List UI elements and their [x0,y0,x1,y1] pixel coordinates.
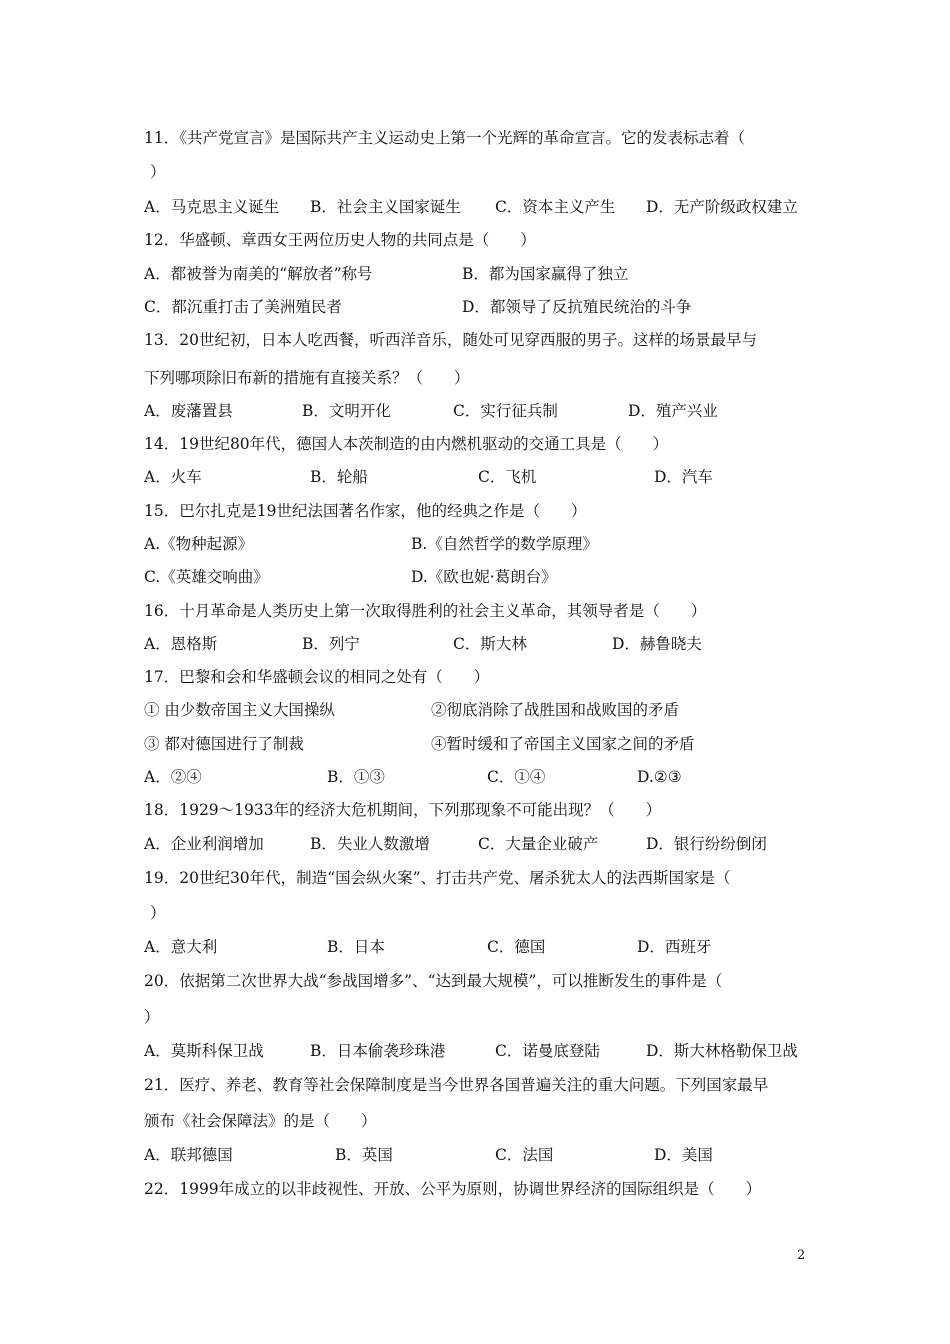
question-17-option-a: A．②④ [144,768,202,786]
question-17-statement-1: ① 由少数帝国主义大国操纵 [144,701,335,719]
question-12-stem: 12．华盛顿、章西女王两位历史人物的共同点是（ ） [144,231,536,249]
question-19-option-a: A．意大利 [144,938,218,956]
question-18-option-b: B．失业人数激增 [310,835,430,853]
question-19-stem: 19．20世纪30年代，制造“国会纵火案”、打击共产党、屠杀犹太人的法西斯国家是（ [144,869,731,887]
question-15-option-b: B.《自然哲学的数学原理》 [411,535,598,553]
question-19-option-b: B．日本 [327,938,385,956]
question-14-option-d: D．汽车 [654,468,713,486]
question-19-option-c: C．德国 [487,938,546,956]
question-14-option-c: C．飞机 [478,468,537,486]
question-20-stem: 20．依据第二次世界大战“参战国增多”、“达到最大规模”，可以推断发生的事件是（ [144,972,723,990]
question-21-option-c: C．法国 [495,1146,554,1164]
question-14-option-b: B．轮船 [310,468,368,486]
question-18-stem: 18．1929～1933年的经济大危机期间，下列那现象不可能出现？（ ） [144,801,662,819]
question-13-stem: 13．20世纪初，日本人吃西餐，听西洋音乐，随处可见穿西服的男子。这样的场景最早与 [144,331,757,349]
question-19-option-d: D．西班牙 [637,938,712,956]
question-21-option-d: D．美国 [654,1146,713,1164]
question-20-stem-cont: ） [144,1008,160,1026]
question-12-option-c: C．都沉重打击了美洲殖民者 [144,298,342,316]
question-17-option-c: C．①④ [487,768,546,786]
question-15-option-c: C.《英雄交响曲》 [144,568,269,586]
question-12-option-b: B．都为国家赢得了独立 [462,265,629,283]
question-17-option-b: B．①③ [327,768,385,786]
question-11-option-d: D．无产阶级政权建立 [646,198,798,216]
question-16-option-d: D．赫鲁晓夫 [612,635,702,653]
question-17-stem: 17．巴黎和会和华盛顿会议的相同之处有（ ） [144,668,490,686]
question-19-stem-cont: ） [150,904,166,922]
question-14-stem: 14．19世纪80年代，德国人本茨制造的由内燃机驱动的交通工具是（ ） [144,435,669,453]
question-11-option-c: C．资本主义产生 [495,198,616,216]
question-12-option-a: A．都被誉为南美的“解放者”称号 [144,265,373,283]
question-15-option-d: D.《欧也妮·葛朗台》 [411,568,557,586]
question-11-stem-cont: ） [150,163,166,181]
question-21-option-b: B．英国 [335,1146,393,1164]
question-21-stem: 21．医疗、养老、教育等社会保障制度是当今世界各国普遍关注的重大问题。下列国家最早 [144,1076,769,1094]
question-21-option-a: A．联邦德国 [144,1146,233,1164]
question-15-option-a: A.《物种起源》 [144,535,254,553]
question-11-stem: 11．《共产党宣言》是国际共产主义运动史上第一个光辉的革命宣言。它的发表标志着（ [144,129,745,147]
question-18-option-d: D．银行纷纷倒闭 [646,835,767,853]
question-17-statement-3: ③ 都对德国进行了制裁 [144,735,304,753]
question-16-stem: 16．十月革命是人类历史上第一次取得胜利的社会主义革命，其领导者是（ ） [144,602,707,620]
question-11-option-a: A．马克思主义诞生 [144,198,280,216]
question-21-stem-cont: 颁布《社会保障法》的是（ ） [144,1112,377,1130]
question-16-option-a: A．恩格斯 [144,635,218,653]
question-13-option-b: B．文明开化 [302,402,391,420]
question-20-option-b: B．日本偷袭珍珠港 [310,1042,446,1060]
page-number: 2 [797,1248,806,1263]
question-14-option-a: A．火车 [144,468,202,486]
question-15-stem: 15．巴尔扎克是19世纪法国著名作家，他的经典之作是（ ） [144,502,587,520]
question-18-option-a: A．企业利润增加 [144,835,264,853]
question-22-stem: 22．1999年成立的以非歧视性、开放、公平为原则，协调世界经济的国际组织是（ ） [144,1180,762,1198]
question-16-option-b: B．列宁 [302,635,360,653]
question-20-option-c: C．诺曼底登陆 [495,1042,600,1060]
question-16-option-c: C．斯大林 [453,635,527,653]
question-17-option-d: D.②③ [637,768,682,786]
question-20-option-a: A．莫斯科保卫战 [144,1042,264,1060]
question-11-option-b: B．社会主义国家诞生 [310,198,461,216]
question-17-statement-4: ④暂时缓和了帝国主义国家之间的矛盾 [431,735,695,753]
question-13-option-d: D．殖产兴业 [628,402,718,420]
question-20-option-d: D．斯大林格勒保卫战 [646,1042,798,1060]
question-13-option-c: C．实行征兵制 [453,402,558,420]
question-17-statement-2: ②彻底消除了战胜国和战败国的矛盾 [431,701,680,719]
question-12-option-d: D．都领导了反抗殖民统治的斗争 [462,298,692,316]
question-18-option-c: C．大量企业破产 [478,835,599,853]
question-13-option-a: A．废藩置县 [144,402,233,420]
question-13-stem-cont: 下列哪项除旧布新的措施有直接关系？（ ） [144,369,470,387]
